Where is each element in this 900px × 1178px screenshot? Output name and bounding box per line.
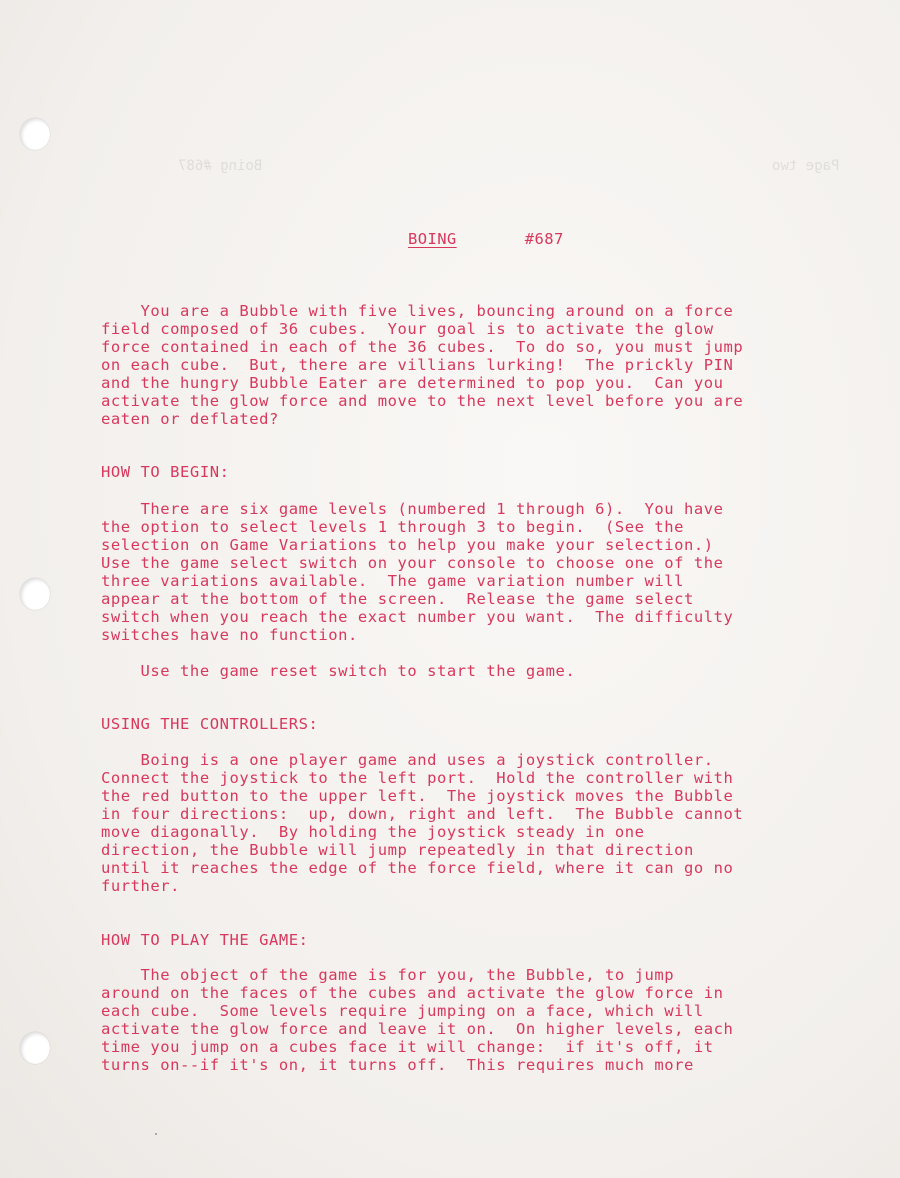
play-line: turns on--if it's on, it turns off. This requires much more xyxy=(101,1056,694,1074)
intro-line: force contained in each of the 36 cubes. To do so, you must jump xyxy=(101,338,744,356)
begin-line: the option to select levels 1 through 3 to begin. (See the xyxy=(101,518,685,536)
binder-hole-bottom xyxy=(20,1032,50,1064)
controllers-line: in four directions: up, down, right and left. The Bubble cannot xyxy=(101,805,744,823)
controllers-heading: USING THE CONTROLLERS: xyxy=(101,715,319,733)
intro-line: eaten or deflated? xyxy=(101,410,279,428)
begin-line: switch when you reach the exact number you want. The difficulty xyxy=(101,608,734,626)
begin-line: selection on Game Variations to help you make your selection.) xyxy=(101,536,714,554)
how-to-begin-heading: HOW TO BEGIN: xyxy=(101,463,230,481)
controllers-line: until it reaches the edge of the force field, where it can go no xyxy=(101,859,734,877)
controllers-line: the red button to the upper left. The joystick moves the Bubble xyxy=(101,787,734,805)
play-line: around on the faces of the cubes and activate the glow force in xyxy=(101,984,724,1002)
begin-line: three variations available. The game variation number will xyxy=(101,572,685,590)
title-number: #687 xyxy=(524,230,564,248)
binder-hole-top xyxy=(20,118,50,150)
intro-line: You are a Bubble with five lives, bouncing around on a force xyxy=(101,302,734,320)
intro-line: field composed of 36 cubes. Your goal is to activate the glow xyxy=(101,320,714,338)
title-gap xyxy=(457,230,525,248)
begin-line: Use the game select switch on your console to choose one of the xyxy=(101,554,724,572)
controllers-line: further. xyxy=(101,877,181,895)
intro-line: activate the glow force and move to the next level before you are xyxy=(101,392,744,410)
controllers-line: direction, the Bubble will jump repeatedly in that direction xyxy=(101,841,694,859)
title-name: BOING xyxy=(408,230,457,248)
reset-instruction: Use the game reset switch to start the game. xyxy=(101,662,576,680)
bleed-through-header-right: Boing #687 xyxy=(178,158,263,174)
bleed-through-header-left: Page two xyxy=(772,158,840,174)
play-line: each cube. Some levels require jumping on a face, which will xyxy=(101,1002,704,1020)
begin-line: appear at the bottom of the screen. Release the game select xyxy=(101,590,694,608)
begin-line: switches have no function. xyxy=(101,626,358,644)
how-to-play-heading: HOW TO PLAY THE GAME: xyxy=(101,931,309,949)
intro-line: and the hungry Bubble Eater are determined to pop you. Can you xyxy=(101,374,724,392)
document-title xyxy=(408,230,564,248)
play-line: The object of the game is for you, the Bubble, to jump xyxy=(101,966,675,984)
controllers-line: move diagonally. By holding the joystick steady in one xyxy=(101,823,645,841)
paper-speck xyxy=(155,1133,157,1135)
controllers-line: Boing is a one player game and uses a joystick controller. xyxy=(101,751,714,769)
binder-hole-middle xyxy=(20,578,50,610)
play-line: activate the glow force and leave it on. On higher levels, each xyxy=(101,1020,734,1038)
controllers-line: Connect the joystick to the left port. Hold the controller with xyxy=(101,769,734,787)
play-line: time you jump on a cubes face it will change: if it's off, it xyxy=(101,1038,714,1056)
begin-line: There are six game levels (numbered 1 through 6). You have xyxy=(101,500,724,518)
intro-line: on each cube. But, there are villians lurking! The prickly PIN xyxy=(101,356,734,374)
